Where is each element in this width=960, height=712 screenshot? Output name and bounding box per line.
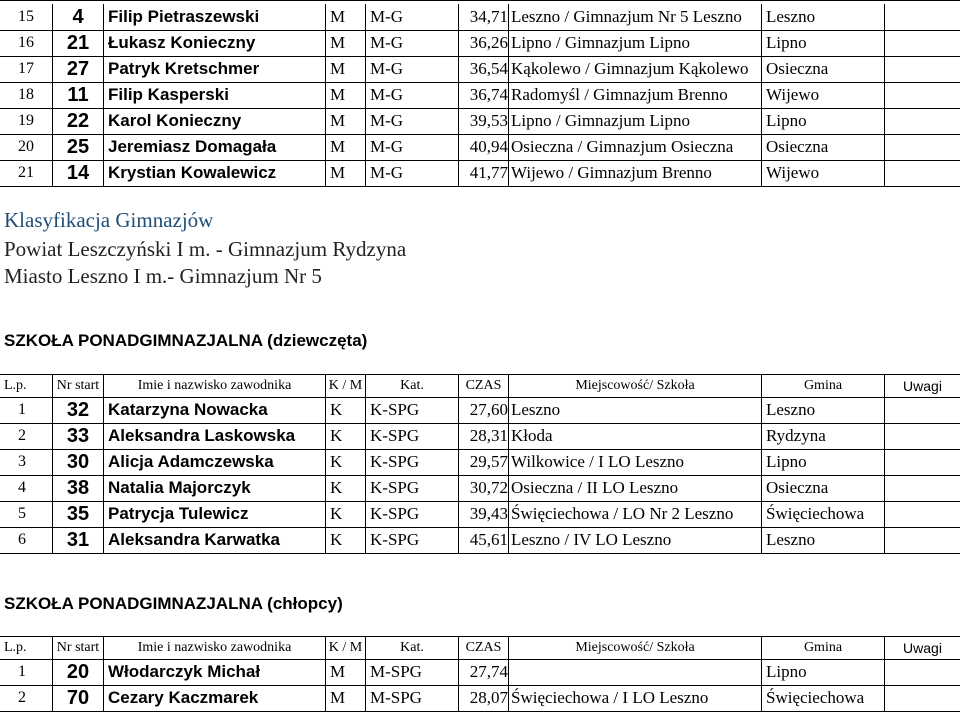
result-gender: K	[325, 475, 365, 501]
result-time: 39,43	[458, 501, 508, 527]
result-uwagi	[884, 56, 960, 82]
result-gmina: Lipno	[761, 449, 884, 475]
result-category: M-G	[365, 4, 458, 30]
section-title-girls: SZKOŁA PONADGIMNAZJALNA (dziewczęta)	[4, 331, 368, 350]
result-name: Alicja Adamczewska	[103, 449, 325, 475]
result-name: Patryk Kretschmer	[103, 56, 325, 82]
result-name: Aleksandra Laskowska	[103, 423, 325, 449]
result-school: Leszno / IV LO Leszno	[508, 527, 761, 553]
result-category: M-G	[365, 30, 458, 56]
result-lp: 1	[18, 663, 26, 680]
header-lp: L.p.	[4, 378, 27, 393]
result-time: 27,74	[458, 659, 508, 685]
table-header-girls	[0, 374, 960, 398]
table-row	[0, 4, 960, 31]
result-gender: K	[325, 501, 365, 527]
result-uwagi	[884, 527, 960, 553]
header-km: K / M	[325, 375, 365, 397]
result-start-number: 38	[52, 475, 103, 501]
result-name: Włodarczyk Michał	[103, 659, 325, 685]
result-uwagi	[884, 160, 960, 186]
result-name: Aleksandra Karwatka	[103, 527, 325, 553]
result-lp: 1	[18, 401, 26, 418]
header-uwagi: Uwagi	[884, 375, 960, 397]
header-name: Imie i nazwisko zawodnika	[103, 375, 325, 397]
result-school: Lipno / Gimnazjum Lipno	[508, 30, 761, 56]
result-gender: K	[325, 449, 365, 475]
result-lp: 2	[18, 427, 26, 444]
result-school: Osieczna / Gimnazjum Osieczna	[508, 134, 761, 160]
result-gender: K	[325, 423, 365, 449]
result-lp: 20	[18, 138, 34, 155]
result-gmina: Lipno	[761, 659, 884, 685]
result-gender: M	[325, 30, 365, 56]
result-gmina: Leszno	[761, 527, 884, 553]
result-start-number: 11	[52, 82, 103, 108]
result-gender: K	[325, 527, 365, 553]
header-kat: Kat.	[365, 375, 458, 397]
table-row	[0, 527, 960, 554]
result-uwagi	[884, 659, 960, 685]
header-name: Imie i nazwisko zawodnika	[103, 637, 325, 659]
result-start-number: 27	[52, 56, 103, 82]
result-start-number: 21	[52, 30, 103, 56]
result-gender: M	[325, 82, 365, 108]
result-school: Kąkolewo / Gimnazjum Kąkolewo	[508, 56, 761, 82]
result-school: Radomyśl / Gimnazjum Brenno	[508, 82, 761, 108]
result-name: Łukasz Konieczny	[103, 30, 325, 56]
result-gender: M	[325, 4, 365, 30]
result-gmina: Leszno	[761, 397, 884, 423]
result-uwagi	[884, 475, 960, 501]
result-uwagi	[884, 30, 960, 56]
table-row	[0, 56, 960, 83]
table-row	[0, 423, 960, 450]
result-name: Jeremiasz Domagała	[103, 134, 325, 160]
result-lp: 3	[18, 453, 26, 470]
header-time: CZAS	[458, 637, 508, 659]
result-gender: M	[325, 134, 365, 160]
result-gender: M	[325, 160, 365, 186]
header-lp: L.p.	[4, 640, 27, 655]
table-row	[0, 397, 960, 424]
result-start-number: 25	[52, 134, 103, 160]
header-nr: Nr start	[52, 375, 103, 397]
result-school: Kłoda	[508, 423, 761, 449]
result-gmina: Wijewo	[761, 160, 884, 186]
result-name: Filip Kasperski	[103, 82, 325, 108]
header-kat: Kat.	[365, 637, 458, 659]
result-gender: K	[325, 397, 365, 423]
result-time: 28,07	[458, 685, 508, 711]
result-uwagi	[884, 685, 960, 711]
table-row	[0, 449, 960, 476]
result-category: M-G	[365, 56, 458, 82]
result-category: K-SPG	[365, 397, 458, 423]
result-start-number: 32	[52, 397, 103, 423]
result-lp: 6	[18, 531, 26, 548]
result-category: K-SPG	[365, 423, 458, 449]
result-gmina: Osieczna	[761, 134, 884, 160]
result-name: Cezary Kaczmarek	[103, 685, 325, 711]
result-time: 27,60	[458, 397, 508, 423]
header-gmina: Gmina	[761, 637, 884, 659]
result-category: M-SPG	[365, 685, 458, 711]
result-gmina: Święciechowa	[761, 685, 884, 711]
result-gmina: Rydzyna	[761, 423, 884, 449]
result-start-number: 14	[52, 160, 103, 186]
result-school: Leszno	[508, 397, 761, 423]
result-category: M-G	[365, 82, 458, 108]
result-school: Wijewo / Gimnazjum Brenno	[508, 160, 761, 186]
result-school	[508, 659, 761, 685]
result-lp: 17	[18, 60, 34, 77]
section-title-boys: SZKOŁA PONADGIMNAZJALNA (chłopcy)	[4, 594, 343, 613]
result-name: Patrycja Tulewicz	[103, 501, 325, 527]
table-header-boys	[0, 636, 960, 660]
result-school: Święciechowa / LO Nr 2 Leszno	[508, 501, 761, 527]
result-lp: 5	[18, 505, 26, 522]
result-gmina: Wijewo	[761, 82, 884, 108]
header-gmina: Gmina	[761, 375, 884, 397]
result-gmina: Osieczna	[761, 56, 884, 82]
result-start-number: 4	[52, 4, 103, 30]
result-time: 41,77	[458, 160, 508, 186]
result-gmina: Lipno	[761, 108, 884, 134]
header-time: CZAS	[458, 375, 508, 397]
table-row	[0, 30, 960, 57]
result-name: Natalia Majorczyk	[103, 475, 325, 501]
result-category: M-SPG	[365, 659, 458, 685]
result-time: 40,94	[458, 134, 508, 160]
result-start-number: 70	[52, 685, 103, 711]
result-gmina: Osieczna	[761, 475, 884, 501]
result-uwagi	[884, 134, 960, 160]
result-uwagi	[884, 501, 960, 527]
result-time: 34,71	[458, 4, 508, 30]
result-time: 28,31	[458, 423, 508, 449]
result-gender: M	[325, 56, 365, 82]
result-lp: 4	[18, 479, 26, 496]
result-uwagi	[884, 82, 960, 108]
result-name: Filip Pietraszewski	[103, 4, 325, 30]
result-school: Święciechowa / I LO Leszno	[508, 685, 761, 711]
result-category: M-G	[365, 160, 458, 186]
result-start-number: 22	[52, 108, 103, 134]
result-name: Karol Konieczny	[103, 108, 325, 134]
classification-powiat: Powiat Leszczyński I m. - Gimnazjum Rydzyna	[4, 237, 407, 261]
result-time: 30,72	[458, 475, 508, 501]
result-name: Krystian Kowalewicz	[103, 160, 325, 186]
result-start-number: 20	[52, 659, 103, 685]
header-nr: Nr start	[52, 637, 103, 659]
result-time: 39,53	[458, 108, 508, 134]
header-uwagi: Uwagi	[884, 637, 960, 659]
result-uwagi	[884, 397, 960, 423]
result-start-number: 33	[52, 423, 103, 449]
table-row	[0, 160, 960, 187]
result-start-number: 35	[52, 501, 103, 527]
result-name: Katarzyna Nowacka	[103, 397, 325, 423]
result-gender: M	[325, 685, 365, 711]
table-row	[0, 108, 960, 135]
table-row	[0, 659, 960, 686]
result-time: 36,54	[458, 56, 508, 82]
result-lp: 2	[18, 689, 26, 706]
result-category: K-SPG	[365, 527, 458, 553]
result-gmina: Święciechowa	[761, 501, 884, 527]
result-start-number: 31	[52, 527, 103, 553]
result-category: M-G	[365, 108, 458, 134]
result-uwagi	[884, 449, 960, 475]
result-lp: 15	[18, 8, 34, 25]
table-row	[0, 501, 960, 528]
result-lp: 19	[18, 112, 34, 129]
result-category: K-SPG	[365, 449, 458, 475]
classification-miasto: Miasto Leszno I m.- Gimnazjum Nr 5	[4, 264, 322, 288]
result-category: K-SPG	[365, 501, 458, 527]
result-category: K-SPG	[365, 475, 458, 501]
table-row	[0, 685, 960, 712]
result-school: Osieczna / II LO Leszno	[508, 475, 761, 501]
result-gmina: Leszno	[761, 4, 884, 30]
table-row	[0, 82, 960, 109]
result-uwagi	[884, 423, 960, 449]
result-time: 36,26	[458, 30, 508, 56]
result-gmina: Lipno	[761, 30, 884, 56]
result-lp: 16	[18, 34, 34, 51]
result-school: Leszno / Gimnazjum Nr 5 Leszno	[508, 4, 761, 30]
result-gender: M	[325, 108, 365, 134]
result-category: M-G	[365, 134, 458, 160]
result-time: 36,74	[458, 82, 508, 108]
result-time: 45,61	[458, 527, 508, 553]
result-start-number: 30	[52, 449, 103, 475]
header-school: Miejscowość/ Szkoła	[508, 637, 761, 659]
result-time: 29,57	[458, 449, 508, 475]
result-uwagi	[884, 108, 960, 134]
classification-heading: Klasyfikacja Gimnazjów	[4, 208, 214, 232]
table-top-border	[0, 0, 960, 1]
result-school: Lipno / Gimnazjum Lipno	[508, 108, 761, 134]
header-km: K / M	[325, 637, 365, 659]
result-uwagi	[884, 4, 960, 30]
result-lp: 21	[18, 164, 34, 181]
result-gender: M	[325, 659, 365, 685]
header-school: Miejscowość/ Szkoła	[508, 375, 761, 397]
result-lp: 18	[18, 86, 34, 103]
result-school: Wilkowice / I LO Leszno	[508, 449, 761, 475]
table-row	[0, 134, 960, 161]
table-row	[0, 475, 960, 502]
